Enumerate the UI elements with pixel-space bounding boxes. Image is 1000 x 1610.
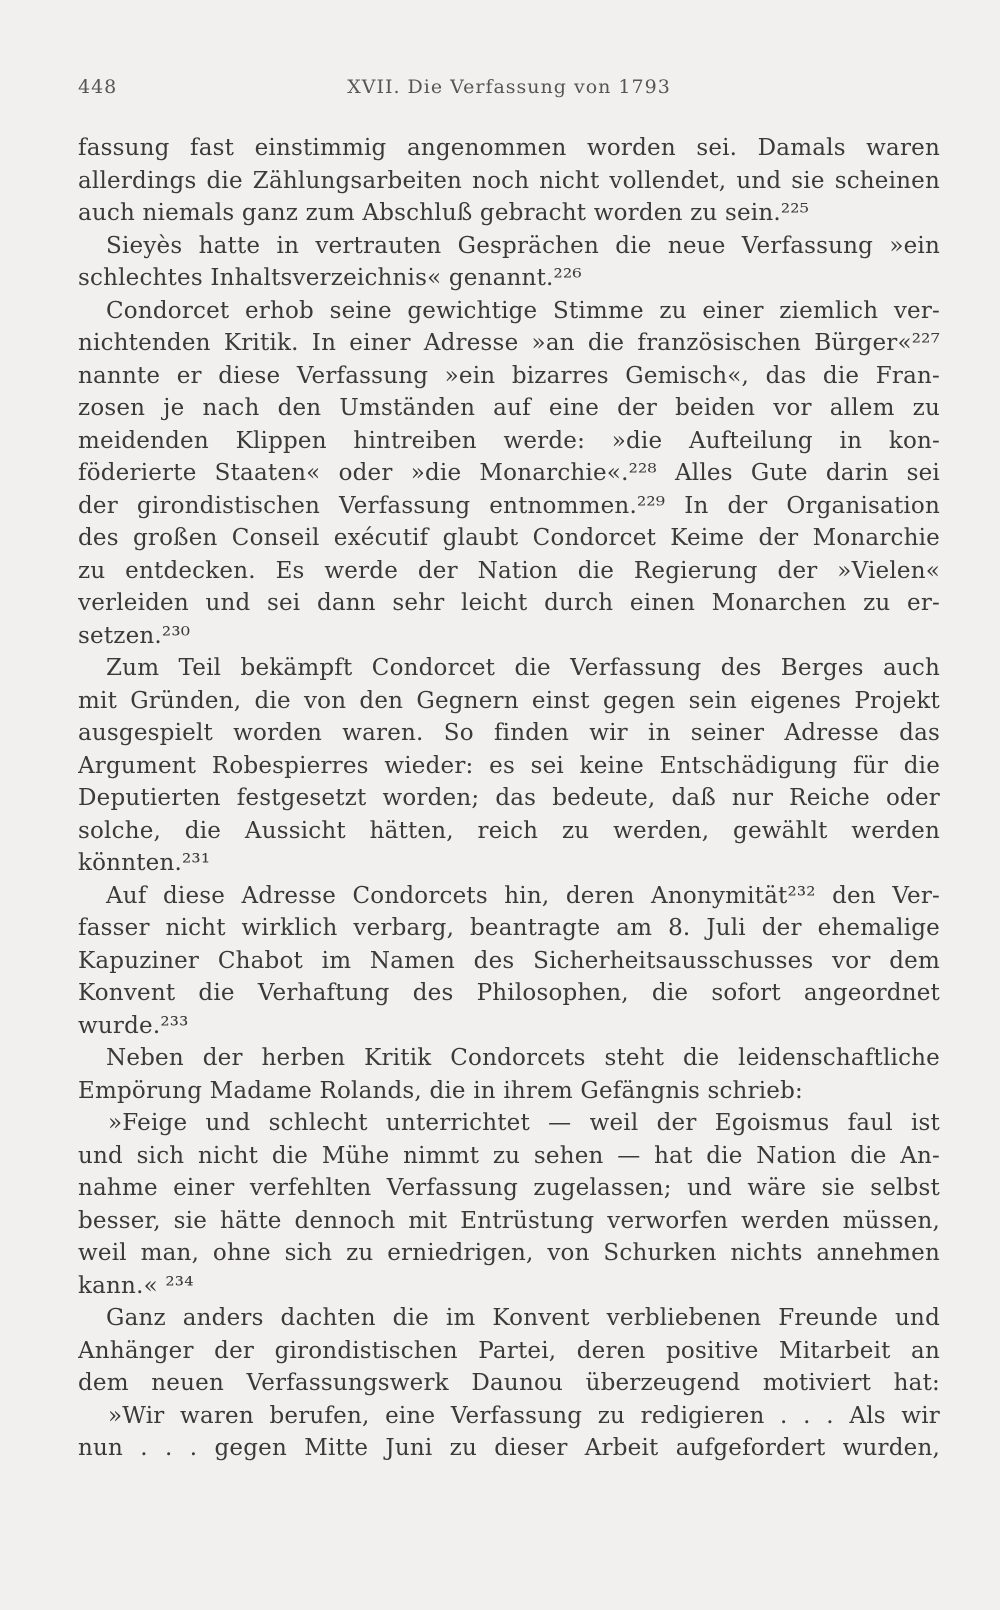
text-line: fassung fast einstimmig angenommen worden sei. Damals waren <box>78 135 940 161</box>
text-line: Anhänger der girondistischen Partei, deren positive Mitarbeit an <box>78 1337 940 1364</box>
text-line: des großen Conseil exécutif glaubt Condorcet Keime der Monarchie <box>78 525 940 551</box>
text-line: dem neuen Verfassungswerk Daunou überzeugend motiviert hat: <box>78 1370 940 1396</box>
text-line: nun . . . gegen Mitte Juni zu dieser Arbeit aufgefordert wurden, <box>78 1435 940 1461</box>
page-number: 448 <box>78 76 118 98</box>
text-line: auch niemals ganz zum Abschluß gebracht worden zu sein.²²⁵ <box>78 200 810 226</box>
running-head: XVII. Die Verfassung von 1793 <box>347 76 671 98</box>
text-line: nahme einer verfehlten Verfassung zugelassen; und wäre sie selbst <box>78 1175 940 1201</box>
body-text <box>78 132 940 1465</box>
text-line: wurde.²³³ <box>78 1012 189 1039</box>
text-line: verleiden und sei dann sehr leicht durch einen Monarchen zu er- <box>78 590 940 616</box>
text-line: nannte er diese Verfassung »ein bizarres Gemisch«, das die Fran- <box>78 362 940 389</box>
text-line: Zum Teil bekämpft Condorcet die Verfassung des Berges auch <box>106 655 940 681</box>
text-line: schlechtes Inhaltsverzeichnis« genannt.²²⁶ <box>78 265 582 291</box>
text-line: Konvent die Verhaftung des Philosophen, die sofort angeordnet <box>78 980 940 1006</box>
text-line: ausgespielt worden waren. So finden wir in seiner Adresse das <box>78 720 940 746</box>
text-line: Neben der herben Kritik Condorcets steht die leidenschaftliche <box>106 1045 940 1071</box>
text-line: »Wir waren berufen, eine Verfassung zu redigieren . . . Als wir <box>108 1402 940 1429</box>
text-line: föderierte Staaten« oder »die Monarchie«.²²⁸ Alles Gute darin sei <box>78 460 940 486</box>
page-header <box>78 76 940 106</box>
text-line: weil man, ohne sich zu erniedrigen, von Schurken nichts annehmen <box>78 1240 940 1266</box>
text-line: solche, die Aussicht hätten, reich zu werden, gewählt werden <box>78 817 940 844</box>
text-line: »Feige und schlecht unterrichtet — weil der Egoismus faul ist <box>108 1110 940 1136</box>
text-line: der girondistischen Verfassung entnommen.²²⁹ In der Organisation <box>78 492 940 519</box>
text-line: Empörung Madame Rolands, die in ihrem Gefängnis schrieb: <box>78 1077 803 1104</box>
text-line: zosen je nach den Umständen auf eine der beiden vor allem zu <box>78 395 940 421</box>
text-line: besser, sie hätte dennoch mit Entrüstung verworfen werden müssen, <box>78 1207 940 1234</box>
text-line: Sieyès hatte in vertrauten Gesprächen die neue Verfassung »ein <box>106 232 940 259</box>
text-line: allerdings die Zählungsarbeiten noch nicht vollendet, und sie scheinen <box>78 167 940 194</box>
text-line: Argument Robespierres wieder: es sei keine Entschädigung für die <box>78 752 940 779</box>
text-line: und sich nicht die Mühe nimmt zu sehen — hat die Nation die An- <box>78 1142 940 1169</box>
text-line: fasser nicht wirklich verbarg, beantragte am 8. Juli der ehemalige <box>78 915 940 941</box>
text-line: Auf diese Adresse Condorcets hin, deren Anonymität²³² den Ver- <box>106 882 940 909</box>
text-line: Kapuziner Chabot im Namen des Sicherheitsausschusses vor dem <box>78 947 940 974</box>
text-line: Condorcet erhob seine gewichtige Stimme zu einer ziemlich ver- <box>106 297 940 324</box>
text-line: setzen.²³⁰ <box>78 622 191 649</box>
text-line: meidenden Klippen hintreiben werde: »die Aufteilung in kon- <box>78 427 940 454</box>
text-line: Ganz anders dachten die im Konvent verbliebenen Freunde und <box>106 1305 940 1331</box>
text-line: könnten.²³¹ <box>78 850 211 876</box>
text-line: Deputierten festgesetzt worden; das bedeute, daß nur Reiche oder <box>78 785 940 811</box>
text-line: kann.« ²³⁴ <box>78 1272 194 1299</box>
text-line: zu entdecken. Es werde der Nation die Regierung der »Vielen« <box>78 557 940 584</box>
text-line: mit Gründen, die von den Gegnern einst gegen sein eigenes Projekt <box>78 687 940 714</box>
text-line: nichtenden Kritik. In einer Adresse »an die französischen Bürger«²²⁷ <box>78 330 940 356</box>
